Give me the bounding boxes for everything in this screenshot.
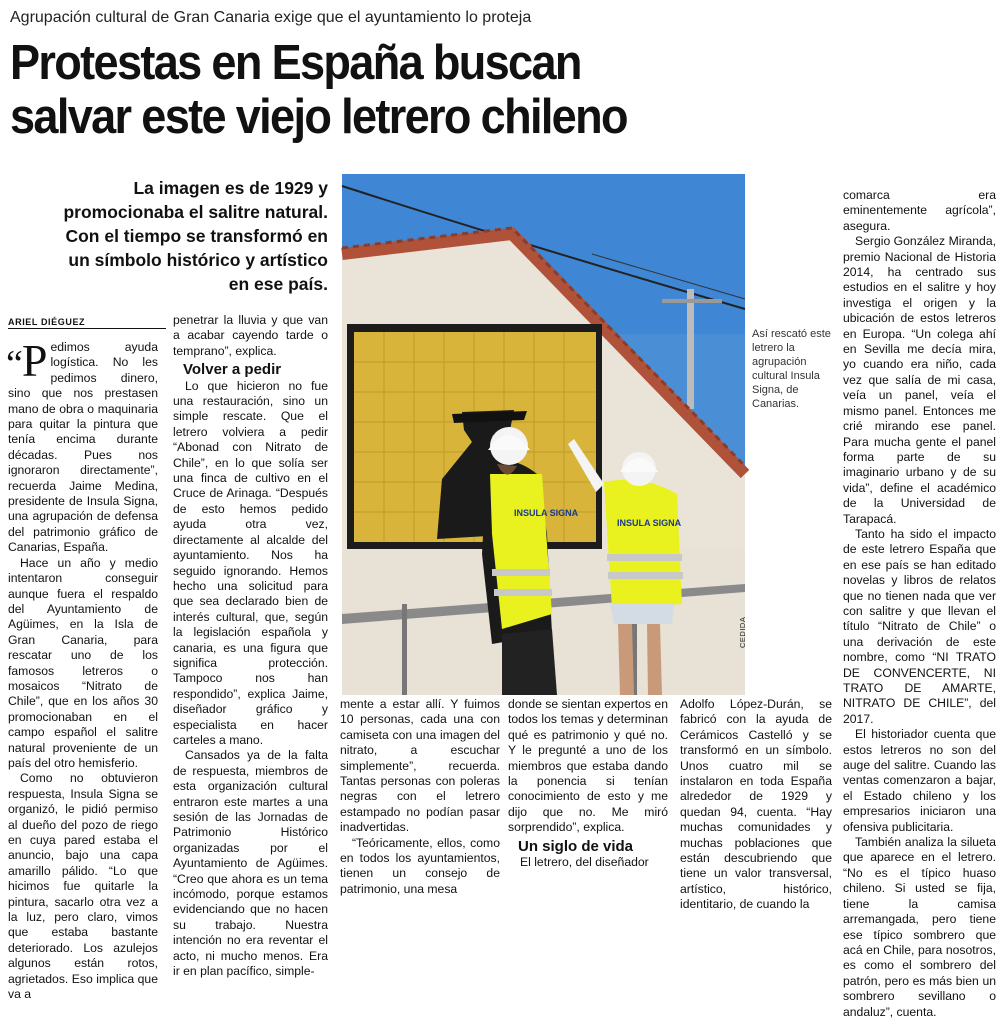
- paragraph: También analiza la silueta que aparece en el letrero. “No es el típico huaso chileno. Si usted se fija, tiene la camisa arremangada, pero tiene ese típico sombrero que acá en Chile, para nosotros, es como el sombrero del patrón, pero es más bien un sombrero sevillano o andaluz”, cuenta.: [843, 835, 996, 1019]
- paragraph: Sergio González Miranda, premio Nacional de Historia 2014, ha centrado sus estudios en el salitre y hoy investiga el origen y la ubicación de estos letreros en Europa. “Un colega ahí en Sevilla me decía mira, yo cuando era niño, cada vez que salía de mi casa, veía un panel, veía el mismo panel. Entonces me crié mirando ese panel. Para mucha gente el panel forma parte de su imaginario urbano y de su vida”, define el académico de la Universidad de Tarapacá.: [843, 234, 996, 526]
- paragraph: comarca era eminentemente agrícola”, asegura.: [843, 188, 996, 233]
- deck-line-1: La imagen es de 1929 y: [133, 178, 328, 198]
- drop-cap-quote: “: [6, 343, 21, 385]
- subheading-un-siglo-de-vida: Un siglo de vida: [518, 837, 634, 855]
- deck-line-4: un símbolo histórico y artístico: [68, 250, 328, 270]
- paragraph: Hace un año y medio intentaron conseguir aunque fuera el respaldo del Ayuntamiento de Agüimes, en la Isla de Gran Canaria, para rescatar uno de los famosos letreros o mosaicos “Nitrato de Chile”, que en los años 30 promocionaban en el campo español el salitre natural proveniente de un país del otro hemisferio.: [8, 555, 158, 770]
- photo-credit: CEDIDA: [738, 616, 747, 648]
- photo-illustration: [342, 174, 745, 695]
- paragraph: edimos ayuda logística. No les pedimos dinero, sino que nos prestasen mano de obra o maquinaria para quitar la pintura que tenía encima durante décadas. Pues nos ignoraron directamente”, recuerda Jaime Medina, presidente de Insula Signa, una agrupación de defensa del patrimonio gráfico de Canarias, España.: [8, 340, 158, 555]
- deck-line-2: promocionaba el salitre natural.: [63, 202, 328, 222]
- headline: [10, 36, 916, 144]
- paragraph: donde se sientan expertos en todos los temas y determinan qué es patrimonio y qué no. Y le pregunté a uno de los miembros que estaba dando la ponencia si tenían conocimiento de esto y me dijo que no. Me miró sorprendido”, explica.: [508, 697, 668, 835]
- photo-rescue-sign: [342, 174, 745, 695]
- headline-line-1: Protestas en España buscan: [10, 36, 581, 90]
- column-4: [508, 697, 668, 870]
- drop-cap: [6, 335, 48, 386]
- column-2: [173, 313, 328, 979]
- column-3: [340, 697, 500, 897]
- paragraph: Lo que hicieron no fue una restauración, sino un simple rescate. Que el letrero volviera a pedir “Abonad con Nitrato de Chile”, en lo que solía ser una finca de cultivo en el Cruce de Arinaga. “Después de esto hemos pedido ayuda otra vez, directamente al alcalde del ayuntamiento. Nos ha seguido ignorando. Hemos hecho una solicitud para que sea declarado bien de interés cultural, que, según la legislación española y canaria, es una figura que significa protección. Tampoco nos han respondido”, explica Jaime, diseñador gráfico y especialista en hacer carteles a mano.: [173, 378, 328, 747]
- subheading-volver-a-pedir: Volver a pedir: [183, 361, 282, 379]
- column-5: [680, 697, 832, 913]
- paragraph: El historiador cuenta que estos letreros no son del auge del salitre. Cuando las ventas comenzaron a bajar, el Estado chileno y los empresarios iniciaron una ofensiva publicitaria.: [843, 727, 996, 834]
- paragraph: penetrar la lluvia y que van a acabar cayendo tarde o temprano”, explica.: [173, 313, 328, 358]
- paragraph: mente a estar allí. Y fuimos 10 personas, cada una con camiseta con una imagen del nitrato, a escuchar simplemente”, recuerda. Tantas personas con poleras negras con el letrero estampado no podían pasar inadvertidas.: [340, 697, 500, 835]
- paragraph: El letrero, del diseñador: [520, 855, 649, 870]
- column-6: [843, 188, 996, 1020]
- paragraph: Tanto ha sido el impacto de este letrero España que en ese país se han editado novelas y libros de relatos que no tienen nada que ver con salitre y que llevan el título “Nitrato de Chile” o una derivación de este nombre, como “NI TRATO DE CONVENCERTE, NI TRATO DE AMARTE, NITRATO DE CHILE”, del 2017.: [843, 526, 996, 726]
- deck-line-3: Con el tiempo se transformó en: [65, 226, 328, 246]
- column-1: [6, 335, 158, 1002]
- deck-line-5: en ese país.: [228, 274, 328, 294]
- photo-caption: Así rescató este letrero la agrupación cultural Insula Signa, de Canarias.: [752, 328, 831, 410]
- paragraph: Cansados ya de la falta de respuesta, miembros de esta organización cultural entraron este martes a una sesión de las Jornadas de Patrimonio Histórico organizadas por el Ayuntamiento de Agüimes. “Creo que ahora es un tema incómodo, porque estamos evidenciando que no hacen su trabajo. Nuestra intención no era reventar el acto, ni mucho menos. Era ir en plan pacífico, simple-: [173, 748, 328, 979]
- headline-line-2: salvar este viejo letrero chileno: [10, 90, 627, 144]
- paragraph: Adolfo López-Durán, se fabricó con la ayuda de Cerámicos Castelló y se transformó en un símbolo. Unos cuatro mil se instalaron en toda España alrededor de 1929 y quedan 94, cuenta. “Hay muchas comunidades y muchas poblaciones que están descubriendo que tiene un valor transversal, artístico, histórico, identitario, de cuando la: [680, 697, 832, 912]
- vest-text-2: INSULA SIGNA: [617, 518, 682, 528]
- kicker: Agrupación cultural de Gran Canaria exige que el ayuntamiento lo proteja: [10, 9, 532, 26]
- deck: [30, 176, 328, 296]
- vest-text-1: INSULA SIGNA: [514, 508, 579, 518]
- paragraph: Como no obtuvieron respuesta, Insula Signa se organizó, le pidió permiso al dueño del pozo de riego en cuya pared estaba el anuncio, bajo una capa amarillo pálido. “Lo que hicimos fue quitarle la pintura, sacarlo otra vez a la luz, pero claro, vimos que estaba bastante deteriorado. Los azulejos algunos están rotos, agrietados. Eso implica que va a: [8, 771, 158, 1002]
- byline: ARIEL DIÉGUEZ: [8, 317, 166, 329]
- drop-cap-letter: P: [21, 335, 48, 386]
- paragraph: “Teóricamente, ellos, como en todos los ayuntamientos, tienen un consejo de patrimonio, una mesa: [340, 835, 500, 896]
